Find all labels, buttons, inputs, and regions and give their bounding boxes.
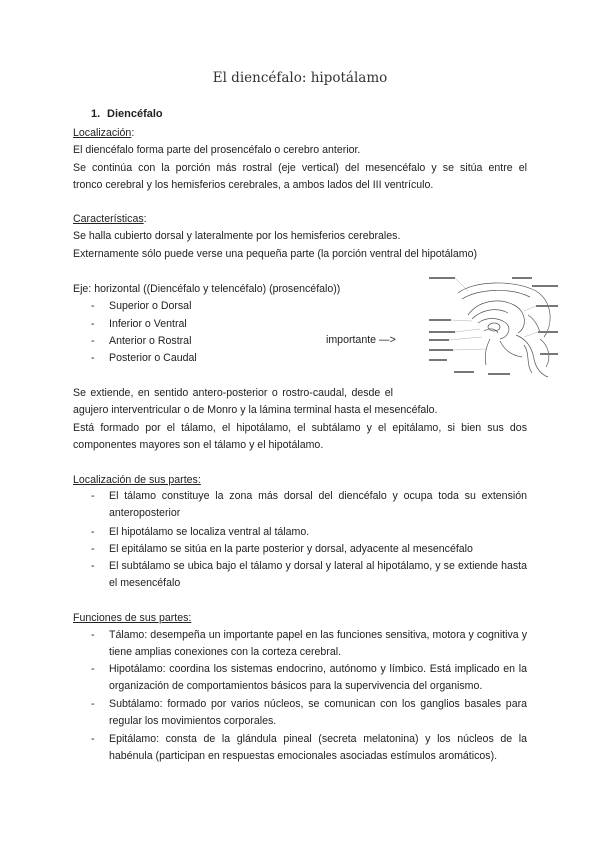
eje-item-text: Posterior o Caudal (109, 352, 197, 364)
list-item-text: El tálamo constituye la zona más dorsal del diencéfalo y ocupa toda su extensión anteroposterior (109, 490, 527, 520)
bullet-dash: - (91, 733, 95, 745)
localizacion-partes-heading-text: Localización de sus partes: (73, 474, 201, 486)
eje-item-text: Inferior o Ventral (109, 318, 187, 330)
bullet-dash: - (91, 300, 95, 312)
localizacion-line-2: Se continúa con la porción más rostral (eje vertical) del mesencéfalo y se sitúa entre el (73, 162, 527, 174)
section-heading-text: Diencéfalo (107, 108, 163, 120)
bullet-dash: - (91, 663, 95, 675)
localizacion-line-1: El diencéfalo forma parte del prosencéfalo o cerebro anterior. (73, 144, 361, 156)
list-item-text: Hipotálamo: coordina los sistemas endocrino, autónomo y límbico. Está implicado en la organización de comportamientos básicos para la supervivencia del organismo. (109, 663, 527, 693)
list-item-text: El subtálamo se ubica bajo el tálamo y dorsal y lateral al hipotálamo, y se extiende hasta el mesencéfalo (109, 560, 527, 590)
caracteristicas-heading-text: Características (73, 213, 144, 225)
list-item-text: El hipotálamo se localiza ventral al tálamo. (109, 526, 310, 538)
caracteristicas-line-2: Externamente sólo puede verse una pequeña parte (la porción ventral del hipotálamo) (73, 248, 477, 260)
extension-line-4: componentes mayores son el tálamo y el hipotálamo. (73, 439, 324, 451)
eje-item-text: Anterior o Rostral (109, 335, 192, 347)
section-number: 1. (91, 108, 101, 120)
extension-line-1: Se extiende, en sentido antero-posterior o rostro-caudal, desde el (73, 387, 393, 399)
bullet-dash: - (91, 629, 95, 641)
eje-line: Eje: horizontal ((Diencéfalo y telencéfalo) (prosencéfalo)) (73, 283, 341, 295)
list-item (91, 731, 527, 767)
localizacion-heading-text: Localización (73, 127, 132, 139)
bullet-dash: - (91, 526, 95, 538)
eje-item-text: Superior o Dorsal (109, 300, 192, 312)
important-note: importante —> (326, 334, 396, 346)
list-item (91, 661, 527, 697)
list-item (91, 627, 527, 663)
bullet-dash: - (91, 335, 95, 347)
bullet-dash: - (91, 560, 95, 572)
localizacion-heading (73, 126, 134, 140)
list-item (91, 696, 527, 732)
bullet-dash: - (91, 698, 95, 710)
section-heading-diencefalo (91, 108, 163, 120)
list-item (91, 558, 527, 594)
list-item-text: Epitálamo: consta de la glándula pineal (secreta melatonina) y los núcleos de la habénula (participan en respuestas emocionales asociadas estímulos aromáticos). (109, 733, 527, 763)
list-item (91, 524, 527, 542)
localizacion-colon: : (131, 127, 135, 139)
localizacion-partes-heading (73, 473, 201, 487)
caracteristicas-line-1: Se halla cubierto dorsal y lateralmente por los hemisferios cerebrales. (73, 230, 401, 242)
list-item-text: El epitálamo se sitúa en la parte posterior y dorsal, adyacente al mesencéfalo (109, 543, 473, 555)
bullet-dash: - (91, 543, 95, 555)
extension-line-3: Está formado por el tálamo, el hipotálamo, el subtálamo y el epitálamo, si bien sus dos (73, 422, 527, 434)
funciones-heading (73, 611, 191, 625)
bullet-dash: - (91, 490, 95, 502)
list-item-text: Subtálamo: formado por varios núcleos, se comunican con los ganglios basales para regular los movimientos corporales. (109, 698, 527, 728)
bullet-dash: - (91, 318, 95, 330)
extension-line-2: agujero interventricular o de Monro y la lámina terminal hasta el mesencéfalo. (73, 404, 438, 416)
page-title: El diencéfalo: hipotálamo (212, 70, 388, 86)
funciones-heading-text: Funciones de sus partes: (73, 612, 192, 624)
caracteristicas-colon: : (143, 213, 147, 225)
list-item-text: Tálamo: desempeña un importante papel en las funciones sensitiva, motora y cognitiva y tiene amplias conexiones con la corteza cerebral. (109, 629, 527, 659)
caracteristicas-heading (73, 212, 147, 226)
list-item (91, 488, 527, 524)
bullet-dash: - (91, 352, 95, 364)
list-item (91, 541, 527, 559)
localizacion-line-3: tronco cerebral y los hemisferios cerebrales, a ambos lados del III ventrículo. (73, 179, 434, 191)
brain-diagram-image (428, 275, 560, 381)
